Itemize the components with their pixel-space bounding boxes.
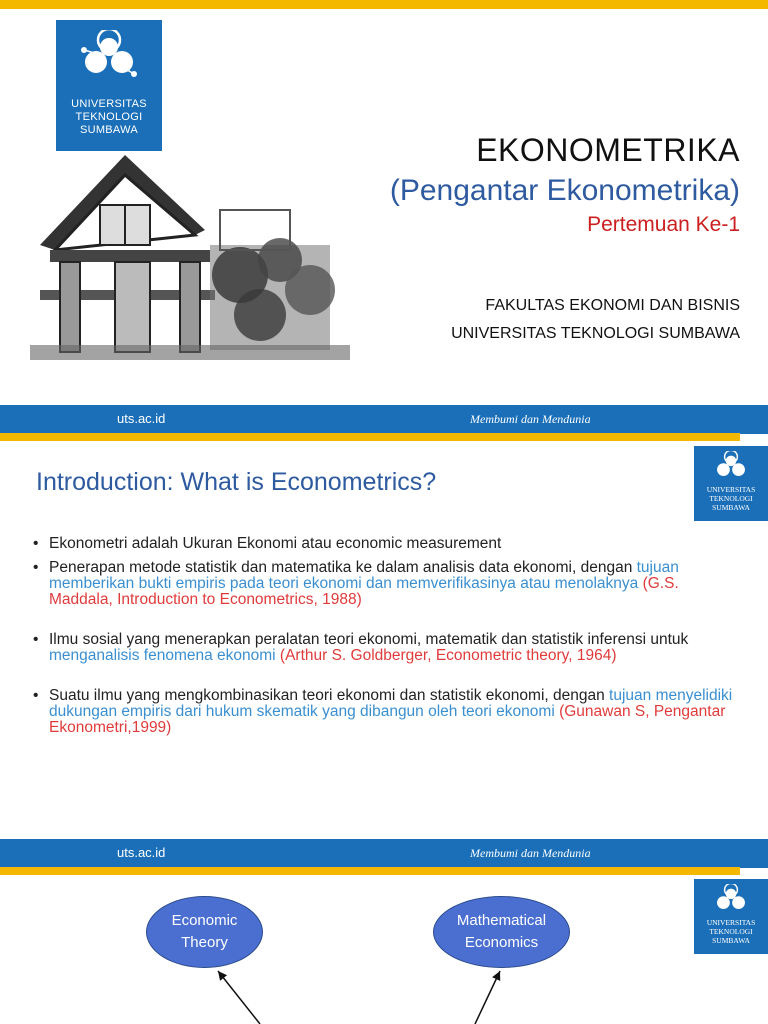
list-item: • Suatu ilmu yang mengkombinasikan teori ekonomi dan statistik ekonomi, dengan tujuan menyelidiki dukungan empiris dari hukum skematik yang dibangun oleh teori ekonomi (Gunawan S, Pengantar Ekonometri,1999) xyxy=(33,688,733,736)
logo-wordmark: UNIVERSITAS TEKNOLOGI SUMBAWA xyxy=(706,918,756,945)
course-subtitle: (Pengantar Ekonometrika) xyxy=(389,174,740,207)
intro-slide xyxy=(0,441,768,839)
logo-wordmark: UNIVERSITAS TEKNOLOGI SUMBAWA xyxy=(706,485,756,512)
node-economic-theory: Economic Theory xyxy=(146,896,263,968)
diagram-slide xyxy=(0,875,768,1024)
meeting-number: Pertemuan Ke-1 xyxy=(587,213,740,236)
hexagon-logo-icon xyxy=(78,30,140,92)
title-slide xyxy=(0,0,768,405)
slide-footer xyxy=(0,405,768,441)
university-name: UNIVERSITAS TEKNOLOGI SUMBAWA xyxy=(451,325,740,342)
faculty-name: FAKULTAS EKONOMI DAN BISNIS xyxy=(485,297,740,314)
node-mathematical-economics: Mathematical Economics xyxy=(433,896,570,968)
campus-building-illustration xyxy=(30,150,350,365)
top-accent-bar xyxy=(0,0,768,9)
definition-list xyxy=(33,536,733,748)
logo-line-3: SUMBAWA xyxy=(79,124,139,136)
diagram-arrows xyxy=(0,875,768,1024)
university-logo-small xyxy=(694,446,768,521)
logo-line-2: TEKNOLOGI xyxy=(75,111,143,123)
footer-tagline: Membumi dan Mendunia xyxy=(470,846,591,860)
slide-title: Introduction: What is Econometrics? xyxy=(36,468,437,496)
footer-url[interactable]: uts.ac.id xyxy=(117,411,166,426)
university-logo xyxy=(56,20,162,151)
list-item: • Ilmu sosial yang menerapkan peralatan teori ekonomi, matematik dan statistik inferensi untuk menganalisis fenomena ekonomi (Arthur S. Goldberger, Econometric theory, 1964) xyxy=(33,632,733,664)
hexagon-logo-icon xyxy=(711,451,751,487)
list-item: • Ekonometri adalah Ukuran Ekonomi atau economic measurement xyxy=(33,536,733,552)
footer-url[interactable]: uts.ac.id xyxy=(117,845,166,860)
logo-line-1: UNIVERSITAS xyxy=(71,98,147,110)
course-title: EKONOMETRIKA xyxy=(476,132,740,168)
logo-wordmark xyxy=(56,98,162,137)
footer-tagline: Membumi dan Mendunia xyxy=(470,412,591,426)
slide-footer xyxy=(0,839,768,875)
list-item: • Penerapan metode statistik dan matematika ke dalam analisis data ekonomi, dengan tujuan memberikan bukti empiris pada teori ekonomi dan memverifikasinya atau menolaknya (G.S. Maddala, Introduction to Econometrics, 1988) xyxy=(33,560,733,608)
